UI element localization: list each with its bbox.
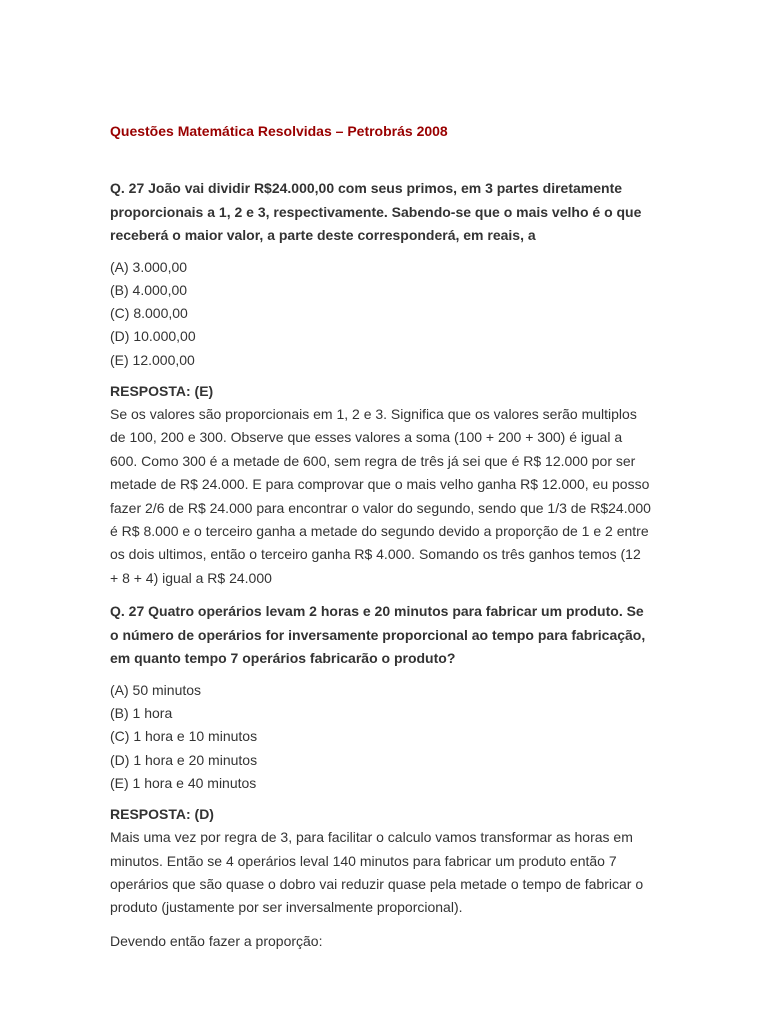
explanation-2-line: minutos. Então se 4 operários leval 140 minutos para fabricar um produto então 7 [110,852,617,869]
option-c: (C) 1 hora e 10 minutos [110,728,258,745]
option-a: (A) 3.000,00 [110,258,188,275]
explanation-2-line: Mais uma vez por regra de 3, para facilitar o calculo vamos transformar as horas em [110,829,633,846]
explanation-1-line: de 100, 200 e 300. Observe que esses valores a soma (100 + 200 + 300) é igual a [110,429,623,446]
question-1-options [110,256,670,372]
question-1-line: receberá o maior valor, a parte deste corresponderá, em reais, a [110,227,536,243]
question-2-line: em quanto tempo 7 operários fabricarão o produto? [110,650,456,667]
question-2-line: o número de operários for inversamente proporcional ao tempo para fabricação, [110,626,646,643]
option-d: (D) 1 hora e 20 minutos [110,751,258,768]
question-1-line: proporcionais a 1, 2 e 3, respectivamente. Sabendo-se que o mais velho é o que [110,203,642,220]
explanation-2-line: produto (justamente por ser inversalmente proporcional). [110,899,463,916]
question-1-line: Q. 27 João vai dividir R$24.000,00 com seus primos, em 3 partes diretamente [110,180,623,196]
option-b: (B) 1 hora [110,705,173,722]
explanation-2-line: operários que são quase o dobro vai reduzir quase pela metade o tempo de fabricar o [110,876,644,893]
option-c: (C) 8.000,00 [110,305,188,322]
option-e: (E) 1 hora e 40 minutos [110,774,257,791]
question-2-line: Q. 27 Quatro operários levam 2 horas e 20 minutos para fabricar um produto. Se [110,603,644,620]
explanation-1-line: Se os valores são proporcionais em 1, 2 e 3. Significa que os valores serão multiplos [110,405,637,422]
option-e: (E) 12.000,00 [110,351,195,368]
explanation-1-line: 600. Como 300 é a metade de 600, sem regra de três já sei que é R$ 12.000 por ser [110,452,636,469]
explanation-1 [110,403,670,590]
page-title: Questões Matemática Resolvidas – Petrobrás 2008 [110,123,448,139]
explanation-1-line: os dois ultimos, então o terceiro ganha R$ 4.000. Somando os três ganhos temos (12 [110,546,641,563]
option-b: (B) 4.000,00 [110,281,188,298]
question-2-options [110,679,670,795]
question-2 [110,600,670,671]
explanation-1-line: fazer 2/6 de R$ 24.000 para encontrar o valor do segundo, sendo que 1/3 de R$24.000 [110,499,651,516]
option-a: (A) 50 minutos [110,681,202,698]
closing-text: Devendo então fazer a proporção: [110,932,323,949]
option-d: (D) 10.000,00 [110,328,196,345]
answer-label-1: RESPOSTA: (E) [110,382,214,399]
explanation-1-line: metade de R$ 24.000. E para comprovar que o mais velho ganha R$ 12.000, eu posso [110,476,650,493]
answer-label-2: RESPOSTA: (D) [110,806,214,823]
question-1 [110,177,670,248]
explanation-1-line: é R$ 8.000 e o terceiro ganha a metade do segundo devido a proporção de 1 e 2 entre [110,523,649,540]
document-content [110,121,670,953]
explanation-2 [110,826,670,920]
explanation-1-line: + 8 + 4) igual a R$ 24.000 [110,569,272,586]
